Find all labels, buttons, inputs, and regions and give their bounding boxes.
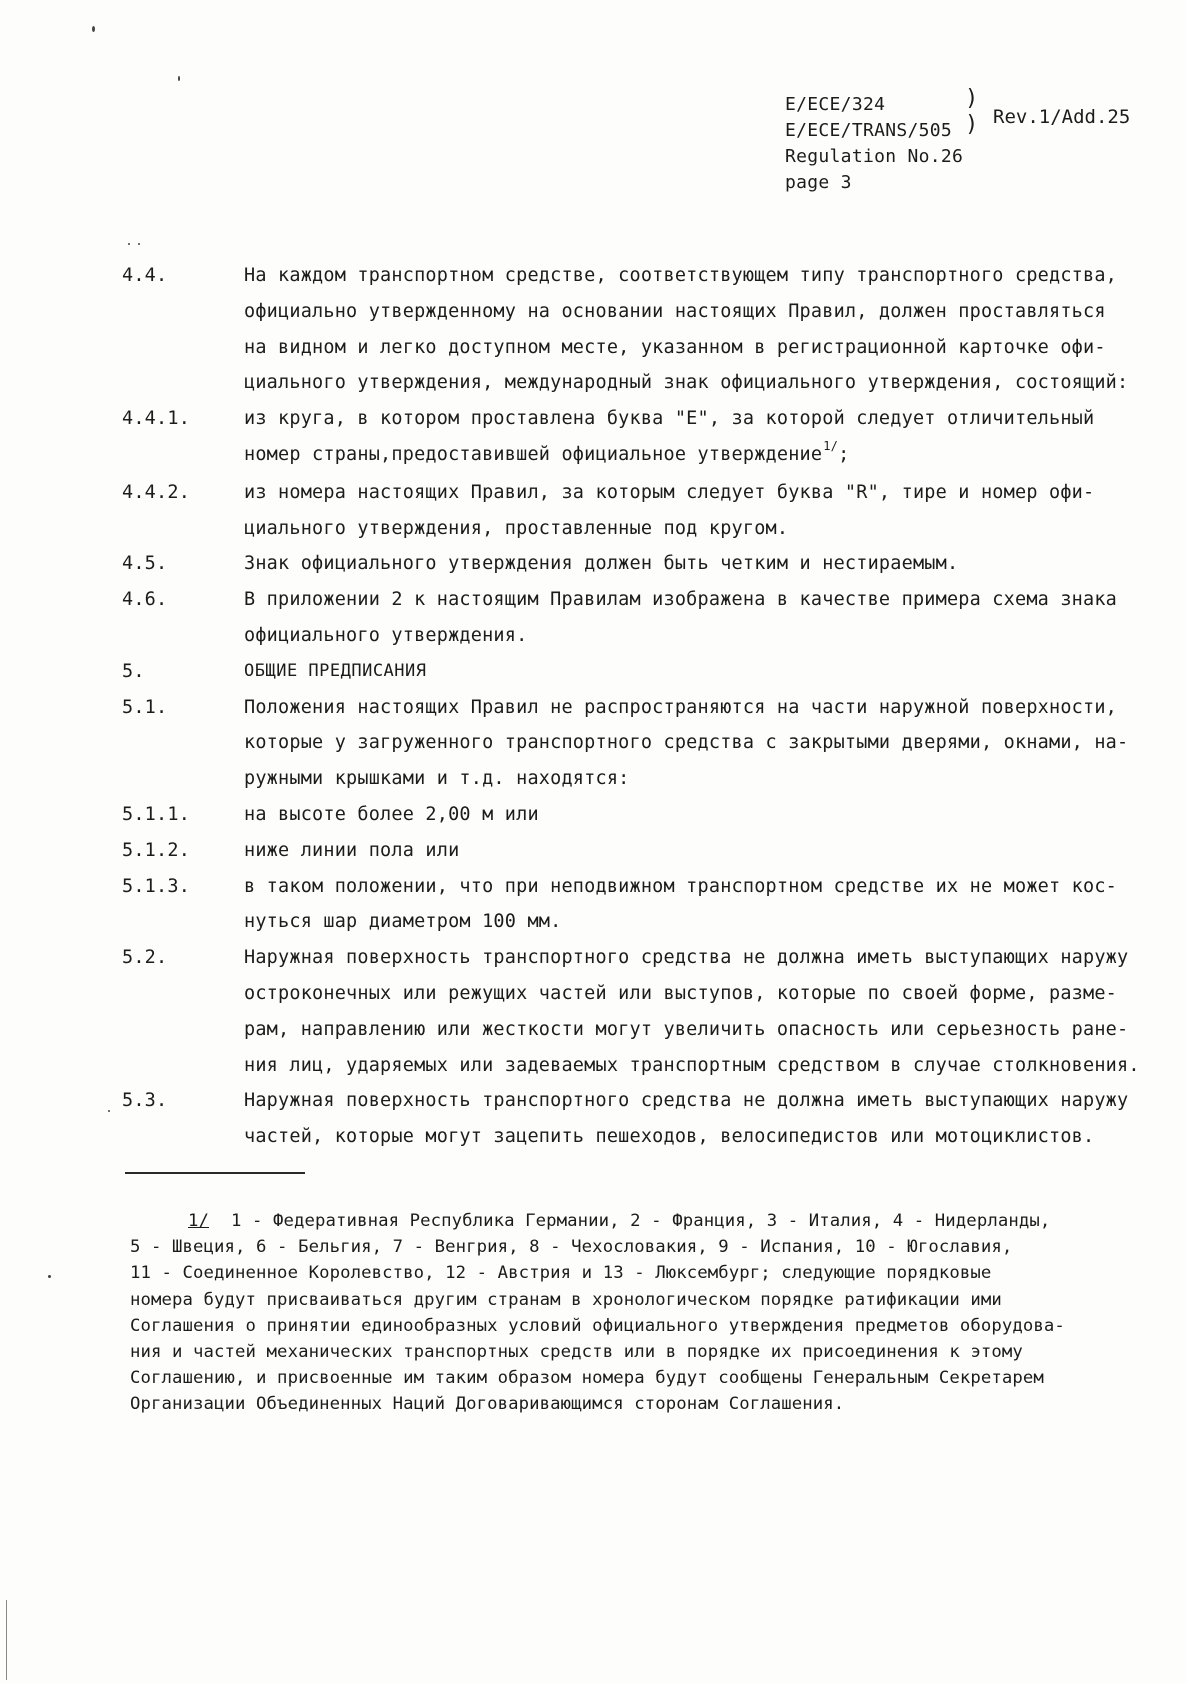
paragraph-5-1-3 <box>122 869 1177 941</box>
paragraph-text <box>244 833 1184 869</box>
footnote-reference[interactable]: 1/ <box>823 438 839 453</box>
footnote-text-line: Соглашения о принятии единообразных условий официального утверждения предметов оборудова- <box>130 1315 1065 1336</box>
footnote-text-line: 5 - Швеция, 6 - Бельгия, 7 - Венгрия, 8 - Чехословакия, 9 - Испания, 10 - Югославия, <box>130 1237 1013 1258</box>
footnote-text-line: номера будут присваиваться другим странам в хронологическом порядке ратификации ими <box>130 1289 1002 1310</box>
revision-label: Rev.1/Add.25 <box>993 106 1131 128</box>
text-line-with-footnote <box>244 437 1184 475</box>
paragraph-number: 4.4.2. <box>122 481 191 503</box>
paragraph-text <box>244 940 1184 1083</box>
text-line: номер страны,предоставившей официальное утверждение <box>244 443 823 465</box>
paragraph-5-3 <box>122 1083 1177 1155</box>
paragraph-text <box>244 869 1184 941</box>
scan-edge-mark <box>6 1600 7 1680</box>
scan-speck <box>138 243 140 245</box>
text-line: из круга, в котором проставлена буква "E", за которой следует отличительный <box>244 408 1095 430</box>
paragraph-4-4-2 <box>122 475 1177 547</box>
text-line: остроконечных или режущих частей или выступов, которые по своей форме, разме- <box>244 982 1118 1004</box>
paragraph-text <box>244 582 1184 654</box>
paragraph-5-1-1 <box>122 797 1177 833</box>
text-line: В приложении 2 к настоящим Правилам изображена в качестве примера схема знака <box>244 589 1118 611</box>
paragraph-number: 4.4. <box>122 265 168 286</box>
paragraph-number: 5.1.3. <box>122 875 191 897</box>
text-line: ниже линии пола или <box>244 839 460 861</box>
text-line: из номера настоящих Правил, за которым следует буква "R", тире и номер офи- <box>244 481 1095 503</box>
scan-speck <box>178 76 180 81</box>
paragraph-number: 5.1. <box>122 696 168 718</box>
paragraph-5-2 <box>122 940 1177 1083</box>
text-line: на видном и легко доступном месте, указанном в регистрационной карточке офи- <box>244 336 1106 358</box>
paragraph-number: 4.4.1. <box>122 408 191 430</box>
paragraph-number: 5. <box>122 660 145 682</box>
text-line: Знак официального утверждения должен быть четким и нестираемым. <box>244 553 959 575</box>
text-line: частей, которые могут зацепить пешеходов, велосипедистов или мотоциклистов. <box>244 1126 1095 1148</box>
text-line: на высоте более 2,00 м или <box>244 803 539 825</box>
scan-speck <box>92 26 95 32</box>
section-title <box>244 654 1184 690</box>
text-line: ния лиц, ударяемых или задеваемых транспортным средством в случае столкновения. <box>244 1054 1140 1076</box>
bracket-top: ) <box>965 86 979 111</box>
footnote-separator <box>125 1172 305 1174</box>
text-line: в таком положении, что при неподвижном транспортном средстве их не может кос- <box>244 875 1118 897</box>
paragraph-number: 5.1.2. <box>122 839 191 861</box>
bracket-bottom: ) <box>965 112 979 137</box>
text-line: На каждом транспортном средстве, соответствующем типу транспортного средства, <box>244 265 1118 286</box>
footnote-first-line <box>130 1208 1180 1234</box>
paragraph-text <box>244 797 1184 833</box>
page-number: page 3 <box>785 172 852 193</box>
text-line: циального утверждения, международный знак официального утверждения, состоящий: <box>244 372 1129 394</box>
footnote-text-line: ния и частей механических транспортных средств или в порядке их присоединения к этому <box>130 1342 1023 1363</box>
paragraph-text <box>244 475 1184 547</box>
paragraph-text <box>244 690 1184 797</box>
paragraph-number: 5.3. <box>122 1090 168 1112</box>
text-line: рам, направлению или жесткости могут увеличить опасность или серьезность ране- <box>244 1018 1129 1040</box>
footnote-text-line: Организации Объединенных Наций Договаривающимся сторонам Соглашения. <box>130 1394 845 1415</box>
text-line: ружными крышками и т.д. находятся: <box>244 768 630 790</box>
text-line: циального утверждения, проставленные под кругом. <box>244 517 789 539</box>
text-line: Наружная поверхность транспортного средства не должна иметь выступающих наружу <box>244 947 1129 969</box>
text-line: Положения настоящих Правил не распространяются на части наружной поверхности, <box>244 696 1118 718</box>
line-end-punctuation: ; <box>838 443 850 465</box>
paragraph-text <box>244 258 1184 401</box>
paragraph-5-1 <box>122 690 1177 797</box>
paragraph-4-5 <box>122 546 1177 582</box>
footnote-text-line: 11 - Соединенное Королевство, 12 - Австрия и 13 - Люксембург; следующие порядковые <box>130 1263 992 1284</box>
text-line: ОБЩИЕ ПРЕДПИСАНИЯ <box>244 660 427 681</box>
text-line: Наружная поверхность транспортного средства не должна иметь выступающих наружу <box>244 1090 1129 1112</box>
paragraph-number: 5.2. <box>122 947 168 969</box>
paragraph-number: 4.5. <box>122 553 168 575</box>
scan-speck <box>108 1110 110 1112</box>
footnote-text-line: 1 - Федеративная Республика Германии, 2 - Франция, 3 - Италия, 4 - Нидерланды, <box>231 1211 1051 1231</box>
footnote-marker: 1/ <box>188 1211 210 1231</box>
text-line: которые у загруженного транспортного средства с закрытыми дверями, окнами, на- <box>244 732 1129 754</box>
paragraph-text <box>244 401 1184 475</box>
paragraph-number: 4.6. <box>122 589 168 611</box>
text-line: официально утвержденному на основании настоящих Правил, должен проставляться <box>244 300 1106 322</box>
footnote-text-line: Соглашению, и присвоенные им таким образом номера будут сообщены Генеральным Секретарем <box>130 1368 1044 1389</box>
paragraph-4-4-1 <box>122 401 1177 475</box>
paragraph-text <box>244 1083 1184 1155</box>
document-header <box>785 92 963 196</box>
paragraph-text <box>244 546 1184 582</box>
paragraph-4-4 <box>122 258 1177 401</box>
regulation-number: Regulation No.26 <box>785 146 964 167</box>
doc-symbol-2: E/ECE/TRANS/505 <box>785 120 953 141</box>
scan-speck <box>48 1275 51 1278</box>
text-line: официального утверждения. <box>244 624 528 646</box>
text-line: нуться шар диаметром 100 мм. <box>244 911 562 933</box>
footnote <box>130 1208 1180 1418</box>
paragraph-4-6 <box>122 582 1177 654</box>
paragraph-number: 5.1.1. <box>122 803 191 825</box>
doc-symbol-1: E/ECE/324 <box>785 94 886 115</box>
scan-speck <box>128 243 130 245</box>
section-5-heading <box>122 654 1177 690</box>
document-body <box>122 258 1177 1155</box>
paragraph-5-1-2 <box>122 833 1177 869</box>
